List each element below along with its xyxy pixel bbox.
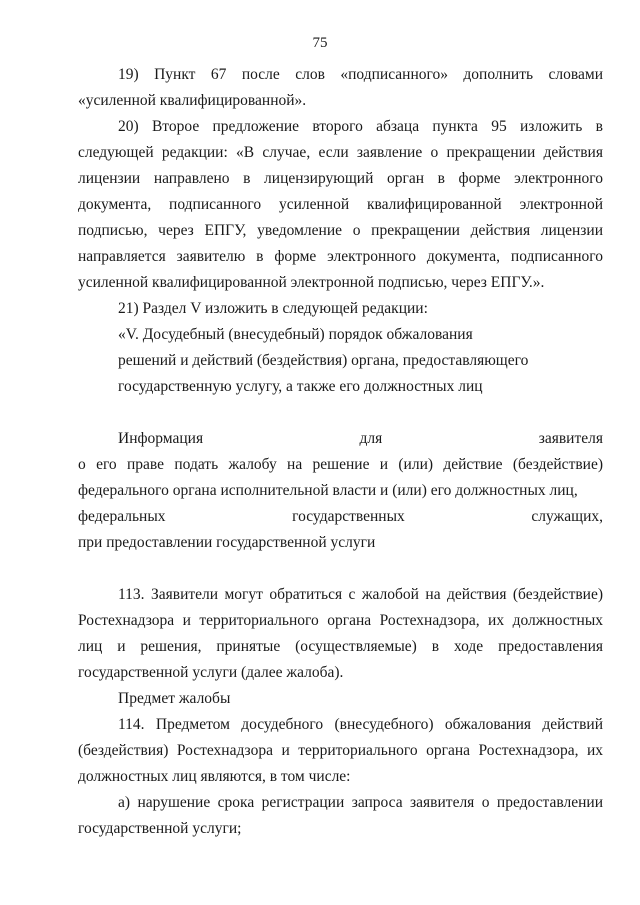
paragraph-113: 113. Заявители могут обратиться с жалобой на действия (бездействие) Ростехнадзора и территориального органа Ростехнадзора, их должностных лиц и решения, принятые (осуществляемые) в ходе предоставления государственной услуги (далее жалоба). <box>78 586 603 681</box>
section-title-line-3: государственную услугу, а также его должностных лиц <box>118 378 483 395</box>
paragraph-20: 20) Второе предложение второго абзаца пункта 95 изложить в следующей редакции: «В случае, если заявление о прекращении действия лицензии направлено в лицензирующий орган в форме электронного документа, подписанного усиленной квалифицированной электронной подписью, через ЕПГУ, уведомление о прекращении действия лицензии направляется заявителю в форме электронного документа, подписанного усиленной квалифицированной электронной подписью, через ЕПГУ.». <box>78 118 603 291</box>
section-title-line-1: «V. Досудебный (внесудебный) порядок обжалования <box>118 326 473 343</box>
paragraph-19: 19) Пункт 67 после слов «подписанного» дополнить словами «усиленной квалифицированной». <box>78 66 603 109</box>
info-heading-line-last: при предоставлении государственной услуги <box>78 534 376 551</box>
section-title-line-2: решений и действий (бездействия) органа, предоставляющего <box>118 352 529 369</box>
page-number: 75 <box>312 35 328 51</box>
subject-heading: Предмет жалобы <box>118 690 231 707</box>
info-heading-body: о его праве подать жалобу на решение и (или) действие (бездействие) федерального органа исполнительной власти и (или) его должностных лиц, <box>78 456 603 499</box>
info-heading-line-federal: федеральных государственных служащих, <box>78 508 603 525</box>
paragraph-21: 21) Раздел V изложить в следующей редакции: <box>118 300 428 317</box>
info-heading-line-1: Информация для заявителя <box>118 430 603 447</box>
paragraph-114: 114. Предметом досудебного (внесудебного) обжалования действий (бездействия) Ростехнадзора и территориального органа Ростехнадзора, их должностных лиц являются, в том числе: <box>78 716 603 785</box>
paragraph-114a: а) нарушение срока регистрации запроса заявителя о предоставлении государственной услуги; <box>78 794 603 837</box>
